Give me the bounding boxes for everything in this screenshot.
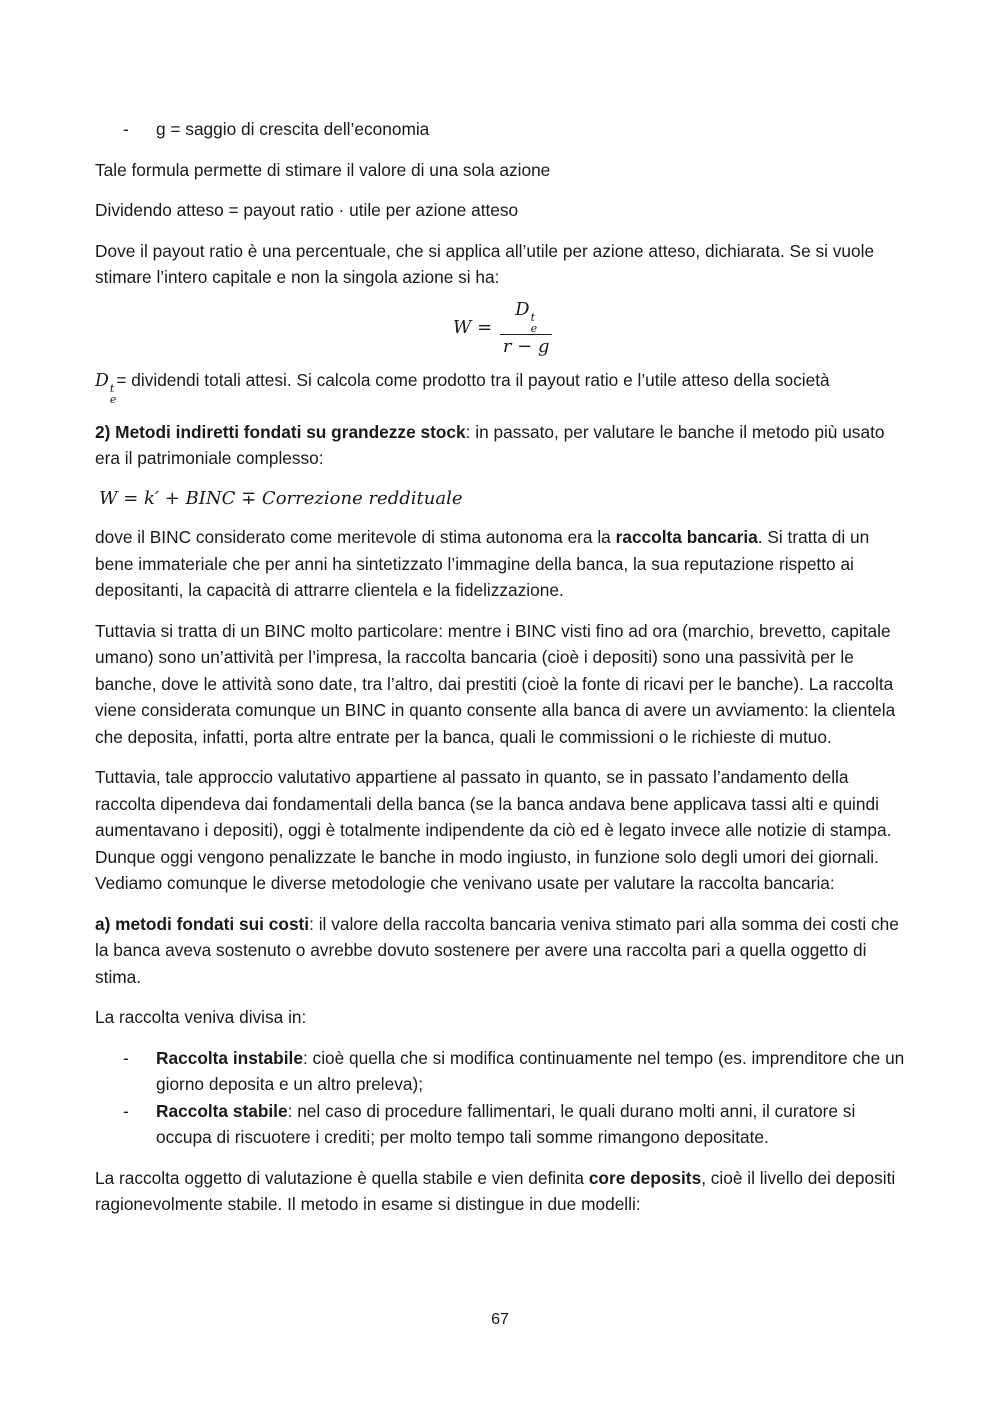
formula-denominator: r − g: [502, 336, 550, 357]
paragraph-text: : il valore della raccolta bancaria veniva stimato pari alla somma dei costi che la banca aveva sostenuto o avrebbe dovuto sostenere per avere una raccolta pari a quella oggetto di stima.: [95, 913, 899, 987]
symbol-sub: e: [109, 392, 117, 406]
paragraph: [95, 911, 910, 991]
list-item: [95, 1045, 910, 1098]
list-item: [95, 116, 910, 143]
subsection-heading: a) metodi fondati sui costi: [95, 913, 310, 934]
list-item-text: : cioè quella che si modifica continuamente nel tempo (es. imprenditore che un giorno deposita e un altro preleva);: [156, 1047, 905, 1094]
paragraph: [95, 419, 910, 472]
formula-numerator: [511, 298, 541, 334]
bold-term: raccolta bancaria: [615, 527, 758, 547]
paragraph-text: , cioè il livello dei depositi ragionevolmente stabile. Il metodo in esame si distingue in due modelli:: [95, 1167, 896, 1214]
numerator-base: D: [515, 299, 530, 320]
list-item-text: g = saggio di crescita dell’economia: [156, 119, 430, 139]
formula-fraction: [500, 298, 552, 359]
page-body: [95, 116, 910, 1232]
list-item-text: : nel caso di procedure fallimentari, le quali durano molti anni, il curatore si occupa di riscuotere i crediti; per molto tempo tali somme rimangono depositate.: [156, 1100, 856, 1147]
dash-marker: -: [123, 1047, 129, 1068]
paragraph: Tale formula permette di stimare il valore di una sola azione: [95, 159, 551, 180]
bullet-list-main: [95, 1045, 910, 1151]
paragraph: [95, 1165, 910, 1218]
numerator-sub: e: [530, 322, 538, 335]
paragraph-text: La raccolta oggetto di valutazione è quella stabile e vien definita: [95, 1167, 589, 1188]
paragraph-text: dove il BINC considerato come meritevole di stima autonoma era la: [95, 527, 616, 547]
dash-marker: -: [123, 1100, 129, 1121]
formula-patrimoniale: W = k′ + BINC ∓ Correzione reddituale: [99, 487, 463, 509]
paragraph: Tuttavia si tratta di un BINC molto particolare: mentre i BINC visti fino ad ora (marchio, brevetto, capitale umano) sono un’attività per l’impresa, la raccolta bancaria (cioè i depositi) sono una passività per le banche, dove le attività sono date, tra l’altro, dai prestiti (cioè la fonte di ricavi per le banche). La raccolta viene considerata comunque un BINC in quanto consente alla banca di avere un avviamento: la clientela che deposita, infatti, porta altre entrate per la banca, quali le commissioni o le richieste di mutuo.: [95, 620, 896, 747]
list-item-term: Raccolta instabile: [156, 1047, 303, 1068]
paragraph-text: : in passato, per valutare le banche il metodo più usato era il patrimoniale complesso:: [95, 421, 885, 468]
page-number: 67: [491, 1311, 509, 1328]
bullet-list-top: [95, 116, 910, 143]
symbol-sup: t: [109, 381, 115, 395]
paragraph-text: = dividendi totali attesi. Si calcola come prodotto tra il payout ratio e l’utile atteso della società: [116, 369, 830, 390]
formula-lhs: W =: [452, 317, 493, 339]
paragraph: La raccolta veniva divisa in:: [95, 1007, 307, 1027]
formula-dividend-model: [95, 301, 910, 357]
list-item-term: Raccolta stabile: [156, 1100, 288, 1121]
list-item: [95, 1098, 910, 1151]
paragraph-text: . Si tratta di un bene immateriale che per anni ha sintetizzato l’immagine della banca, la sua reputazione rispetto ai depositanti, la capacità di attrarre clientela e la fidelizzazione.: [95, 527, 870, 600]
section-heading: 2) Metodi indiretti fondati su grandezze stock: [95, 421, 466, 442]
dash-marker: -: [123, 119, 129, 139]
paragraph: Dividendo atteso = payout ratio · utile per azione atteso: [95, 200, 519, 220]
numerator-sup: t: [530, 311, 536, 324]
paragraph: Dove il payout ratio è una percentuale, che si applica all’utile per azione atteso, dichiarata. Se si vuole stimare l’intero capitale e non la singola azione si ha:: [95, 240, 875, 287]
paragraph: Tuttavia, tale approccio valutativo appartiene al passato in quanto, se in passato l’andamento della raccolta dipendeva dai fondamentali della banca (se la banca andava bene applicava tassi alti e quindi aumentavano i depositi), oggi è totalmente indipendente da ciò ed è legato invece alle notizie di stampa. Dunque oggi vengono penalizzate le banche in modo ingiusto, in funzione solo degli umori dei giornali. Vediamo comunque le diverse metodologie che venivano usate per valutare la raccolta bancaria:: [95, 767, 892, 893]
symbol-base: D: [95, 370, 109, 391]
paragraph: [95, 524, 910, 604]
paragraph: [95, 367, 910, 405]
bold-term: core deposits: [588, 1167, 702, 1188]
numerator-scripts: [531, 312, 538, 334]
